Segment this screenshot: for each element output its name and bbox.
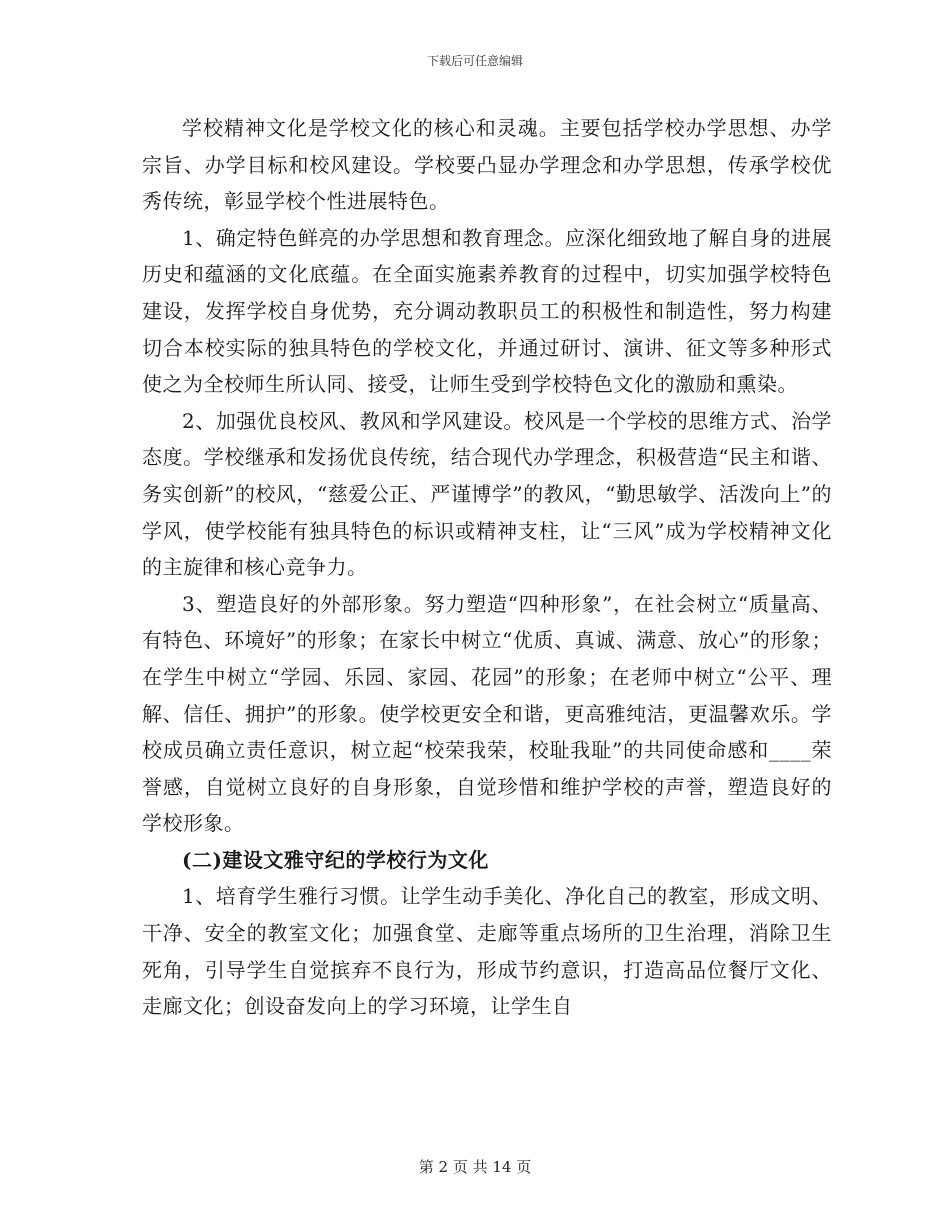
document-body bbox=[142, 110, 832, 1025]
paragraph-item-2: 2、加强优良校风、教风和学风建设。校风是一个学校的思维方式、治学态度。学校继承和发扬优良传统，结合现代办学理念，积极营造“民主和谐、务实创新”的校风，“慈爱公正、严谨博学”的教风，“勤思敏学、活泼向上”的学风，使学校能有独具特色的标识或精神支柱，让“三风”成为学校精神文化的主旋律和核心竞争力。 bbox=[142, 408, 832, 580]
paragraph-behavior-1: 1、培育学生雅行习惯。让学生动手美化、净化自己的教室，形成文明、干净、安全的教室文化；加强食堂、走廊等重点场所的卫生治理，消除卫生死角，引导学生自觉摈弃不良行为，形成节约意识，打造高品位餐厅文化、走廊文化；创设奋发向上的学习环境，让学生自 bbox=[142, 884, 832, 1019]
paragraph-intro: 学校精神文化是学校文化的核心和灵魂。主要包括学校办学思想、办学宗旨、办学目标和校风建设。学校要凸显办学理念和办学思想，传承学校优秀传统，彰显学校个性进展特色。 bbox=[142, 116, 832, 214]
paragraph-item-3: 3、塑造良好的外部形象。努力塑造“四种形象”，在社会树立“质量高、有特色、环境好”的形象；在家长中树立“优质、真诚、满意、放心”的形象；在学生中树立“学园、乐园、家园、花园”的形象；在老师中树立“公平、理解、信任、拥护”的形象。使学校更安全和谐，更高雅纯洁，更温馨欢乐。学校成员确立责任意识，树立起“校荣我荣，校耻我耻”的共同使命感和____荣誉感，自觉树立良好的自身形象，自觉珍惜和维护学校的声誉，塑造良好的学校形象。 bbox=[142, 591, 832, 836]
paragraph-item-1: 1、确定特色鲜亮的办学思想和教育理念。应深化细致地了解自身的进展历史和蕴涵的文化底蕴。在全面实施素养教育的过程中，切实加强学校特色建设，发挥学校自身优势，充分调动教职员工的积极性和制造性，努力构建切合本校实际的独具特色的学校文化，并通过研讨、演讲、征文等多种形式使之为全校师生所认同、接受，让师生受到学校特色文化的激励和熏染。 bbox=[142, 225, 832, 397]
page-header: 下载后可任意编辑 bbox=[426, 54, 523, 68]
section-heading: (二)建设文雅守纪的学校行为文化 bbox=[182, 847, 489, 872]
page-footer: 第 2 页 共 14 页 bbox=[418, 1158, 532, 1176]
